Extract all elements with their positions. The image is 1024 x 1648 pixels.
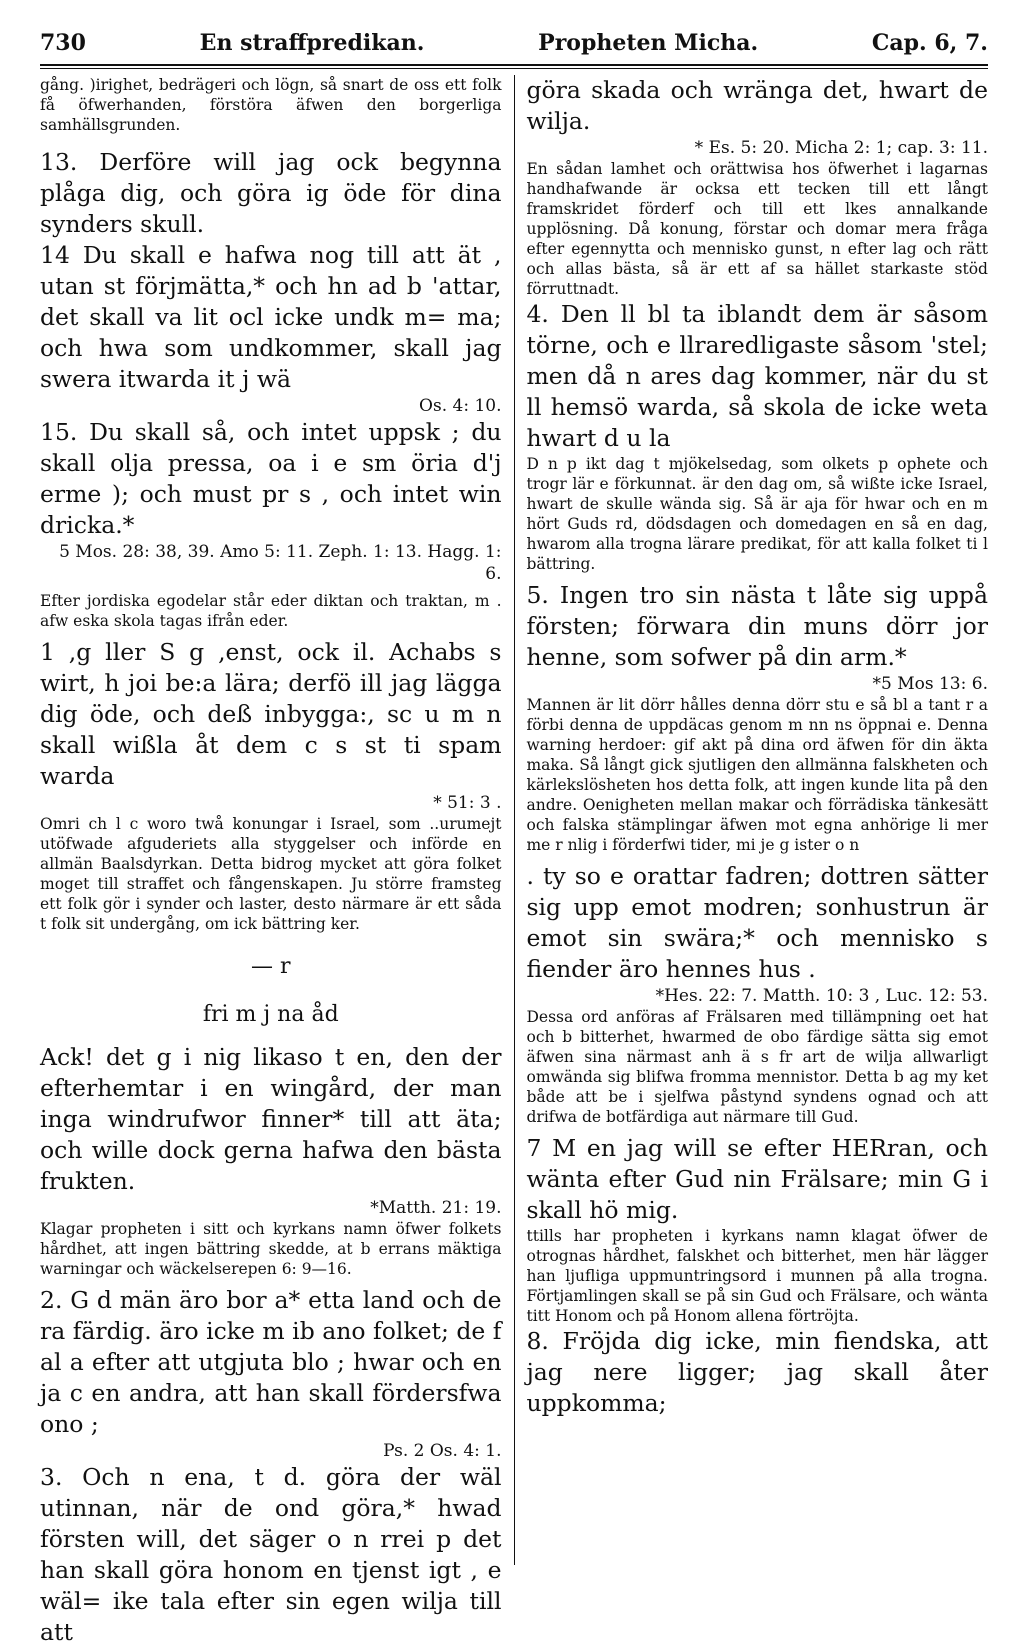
verse-7-1: Ack! det g i nig likaso t en, den der efterhemtar i en wingård, der man inga windrufwor finner* till att äta; och wille dock gerna hafwa den bästa frukten. — [40, 1043, 502, 1195]
commentary-16: Omri ch l c woro twå konungar i Israel, som ..urumejt utöfwade afguderiets alla styggelser och införde en allmän Baalsdyrkan. Detta bidrog mycket att göra folket moget till straffet och fångenskapen. Ju större framsteg ett folk gör i synder och laster, desto närmare är ett såda t folk sit undergång, om ick bättring ker. — [40, 815, 502, 933]
verse-7-4: 4. Den ll bl ta iblandt dem är såsom törne, och e llraredligaste såsom 'stel; men då n ares dag kommer, när du st ll hemsö warda, så skola de icke weta hwart d u la — [526, 300, 988, 452]
verse-7-7: 7 M en jag will se efter HERran, och wänta efter Gud nin Frälsare; min G i skall hö mig. — [526, 1134, 988, 1224]
verse-7-6: . ty so e orattar fadren; dottren sätter sig upp emot modren; sonhustrun är emot sin swära;* och mennisko s fiender äro hennes hus . — [526, 862, 988, 983]
verse-7-8: 8. Fröjda dig icke, min fiendska, att jag nere ligger; jag skall åter uppkomma; — [526, 1327, 988, 1417]
commentary-7-7: ttills har propheten i kyrkans namn klagat öfwer de otrognas hårdhet, falskhet och bitterhet, men här lägger han ljufliga uppmuntringsord i munnen på alla trogna. Förtjamlingen skall se på sin Gud och Frälsare, och wänta titt Honom och på Honom allena förtröjta. — [526, 1227, 988, 1325]
verse-14: 14 Du skall e hafwa nog till att ät , utan st förjmätta,* och hn ad b 'attar, det skall va lit ocl icke undk m= ma; och hwa som undkommer, skall jag swera itwarda it j wä — [40, 241, 502, 393]
commentary-7-4: D n p ikt dag t mjökelsedag, som olkets p ophete och trogr lär e förkunnat. är den dag om, så wißte icke Israel, hwart de skulle wända sig. Så är aja för hwar och en m hört Guds rd, dödsdagen och domedagen en så en dag, hwarom alla trogna lärare predikat, för att kalla folket ti l bättring. — [526, 455, 988, 573]
left-column — [40, 75, 514, 1646]
commentary-7-5: Mannen är lit dörr hålles denna dörr stu e så bl a tant r a förbi denna de uppdäcas genom m nn ns öppnai e. Denna warning herdoer: gif akt på dina ord äfwen för din äkta maka. Så långt gick sjutligen den allmänna falskheten och kärlekslösheten hos detta folk, att ingen kunde lita på den andre. Oenigheten mellan makar och förrädiska tänkesätt och falska stämplingar äfwen mot egna anhörige li mer me r nlig i förderfwi tider, mi je g ister o n — [526, 696, 988, 854]
section-heading-line-1: — r — [250, 954, 291, 979]
page-number: 730 — [40, 30, 86, 56]
header-rule — [40, 64, 988, 69]
reference-continuation: * Es. 5: 20. Micha 2: 1; cap. 3: 11. — [694, 138, 988, 158]
header-chapter: Cap. 6, 7. — [871, 30, 988, 56]
header-center-title: Propheten Micha. — [538, 30, 759, 56]
text-columns — [40, 75, 988, 1646]
verse-13: 13. Derföre will jag ock begynna plåga dig, och göra ig öde för dina synders skull. — [40, 148, 502, 238]
verse-7-3: 3. Och n ena, t d. göra der wäl utinnan, när de ond göra,* hwad försten will, det säger o n rrei p det han skall göra honom en tjenst igt , e wäl= ike tala efter sin egen wilja till att — [40, 1463, 502, 1646]
reference-14: Os. 4: 10. — [419, 396, 502, 416]
verse-16: 1 ,g ller S g ,enst, ock il. Achabs s wirt, h joi be:a lära; derfö ill jag lägga dig öde, och deß inbygga:, sc u m n skall wißla åt dem c s st ti spam warda — [40, 638, 502, 790]
reference-7-2: Ps. 2 Os. 4: 1. — [383, 1441, 502, 1461]
commentary-15: Efter jordiska egodelar står eder diktan och traktan, m . afw eska skola tagas ifrån eder. — [40, 592, 502, 630]
section-heading-line-2: fri m j na åd — [202, 1002, 339, 1027]
header-left-title: En straffpredikan. — [199, 30, 425, 56]
commentary-left-top: gång. )irighet, bedrägeri och lögn, så snart de oss ett folk få öfwerhanden, förstöra äfwen den borgerliga samhällsgrunden. — [40, 76, 502, 134]
commentary-7-6: Dessa ord anföras af Frälsaren med tillämpning oet hat och b bitterhet, hwarmed de obo färdige sätta sig emot äfwen sina närmast anh ä s fr art de wilja allwarligt omwända sig blifwa fromma mennistor. Detta b ag my ket både att be i sjelfwa påstynd syndens ognad och att drifwa de botfärdiga aut närmare till Gud. — [526, 1008, 988, 1126]
verse-15: 15. Du skall så, och intet uppsk ; du skall olja pressa, oa i e sm öria d'j erme ); och must pr s , och intet win dricka.* — [40, 418, 502, 539]
right-column — [514, 75, 988, 1565]
reference-16: * 51: 3 . — [433, 793, 502, 813]
reference-7-5: *5 Mos 13: 6. — [872, 674, 988, 694]
verse-7-2: 2. G d män äro bor a* etta land och de ra färdig. äro icke m ib ano folket; de f al a efter att utgjuta blo ; hwar och en ja c en andra, att han skall fördersfwa ono ; — [40, 1286, 502, 1438]
verse-7-5: 5. Ingen tro sin nästa t låte sig uppå försten; förwara din muns dörr jor henne, som sofwer på din arm.* — [526, 581, 988, 671]
reference-15: 5 Mos. 28: 38, 39. Amo 5: 11. Zeph. 1: 13. Hagg. 1: 6. — [59, 542, 502, 584]
running-header — [40, 30, 988, 60]
commentary-continuation: En sådan lamhet och orättwisa hos öfwerhet i lagarnas handhafwande är ocksa ett tecken till ett långt framskridet förderf och till ett lkes annalkande upplösning. Då konung, förstar och domar mera fråga efter egennytta och mennisko gunst, n efter lag och rätt och allas bästa, så är ett af sa hället starkaste stöd förruttnadt. — [526, 160, 988, 298]
reference-7-1: *Matth. 21: 19. — [370, 1198, 502, 1218]
verse-continuation: göra skada och wränga det, hwart de wilja. — [526, 76, 988, 135]
reference-7-6: *Hes. 22: 7. Matth. 10: 3 , Luc. 12: 53. — [655, 986, 988, 1006]
commentary-7-1: Klagar propheten i sitt och kyrkans namn öfwer folkets hårdhet, att ingen bättring skedde, at b errans mäktiga warningar och wäckelserepen 6: 9—16. — [40, 1220, 502, 1278]
